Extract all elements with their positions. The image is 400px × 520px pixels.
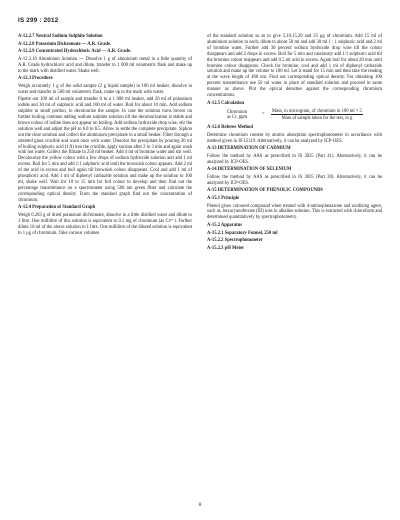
paragraph: Pipette out 100 ml of sample and transfer it to a 1 000 ml beaker, add 20 ml of potassium iodide and 30 ml of sulphuric acid and 100 ml of water. Boil for about 10 min. Add sodium sulphite in small portion, to decolourize the sample. In case the solution turns brown on further boiling continue adding sodium sulphite solution till the decolourization is stable and brown colour of iodine does not appear on boiling. Add sodium hydroxide drop wise, stir the solution well and adjust the pH to 6.0 to 6.5. Allow to settle the complete precipitate. Siphon out the clear solution and collect the aluminium precipitate in a small beaker. Filter through a sintered glass crucible and wash once with water. Dissolve the precipitate by pouring 20 ml of boiling sulphuric acid (1:9) into the crucible, apply suction after 2 to 3 min and again wash with hot water. Collect the filtrate in 250 ml beaker. Add 4 ml of bromine water and stir well. Decolourize the yellow colour with a few drops of sodium hydroxide solution and add 1 ml excess. Boil for 5 min and add 1:1 sulphuric acid until the brownish colour appears. Add 2 ml of the acid in excess and boil again till brownish colour disappears. Cool and add 1 ml of phosphoric acid. Add 1 ml of diphenyl carbazide solution and make up the solution to 100 ml, shake well. Wait for 10 to 15 min for full colour to develop and then find out the percentage transmittance on a spectrometer using 560 nm green filter and calculate the corresponding optical density. From the standard graph find out the concentration of chromium. [18,97,192,203]
section-heading: A-13 DETERMINATION OF CADMIUM [207,146,291,152]
formula-numerator: Mass, in microgram, of chromium in 100 ml × 5 [272,108,362,114]
paragraph: Determine chromium content by atomic absorption spectrophotometer in accordance with method given in IS 15319. Alternatively, it can be analyzed by ICP-OES. [207,132,382,144]
section-heading: A-15.2.2 Spectrophotometer [207,238,263,244]
section-heading: A-15.2 Apparatus [207,222,243,228]
chromium-formula [219,109,382,122]
paragraph: of the standard solution so as to give 5,10,15,20 and 25 μg of chromium. Add 15 ml of aluminium solution to each; dilute to about 50 ml and add 30 ml 1 : 1 sulphuric acid and 2 ml of bromine water. Further add 30 percent sodium hydroxide drop wise till the colour disappears and add 2 drops in excess. Boil for 5 min and cautiously add 1:1 sulphuric acid till the bromine colour reappears and add 0.5 ml acid in excess. Again boil for about 20 min until bromine colour disappears. Check for bromine, cool and add 1 ml of diphenyl carbazide solution and make up the volume to 100 ml. Let it stand for 15 min and then take the reading at the wave length of 460 nm. Find out corresponding optical density. For obtaining 100 percent transmittance use 50 ml water in place of standard solution and proceed in same manner as above. Plot the optical densities against the corresponding chromium concentrations. [207,34,382,99]
standard-number-header: IS 299 : 2012 [18,17,59,24]
paragraph: Weigh 0.283 g of dried potassium dichromate, dissolve in a little distilled water and dilute to 1 litre. One millilitre of this solution is equivalent to 0.1 mg of chromium (as Cr⁶⁺). Further dilute 10 ml of the above solution to 1 litre. One millilitre of the diluted solution is equivalent to 1 μg of chromium. Take various volumes [18,212,192,236]
section-heading: A-12.5 Calculation [207,100,245,106]
section-heading: A-15.2.3 pH Meter [207,245,245,251]
paragraph: Follow the method by AAS as prescribed in IS 3025 (Part 41). Alternatively, it can be analyzed by ICP-OES. [207,153,382,165]
section-heading: A-12.2.8 Potassium Dichromate — A.R. Grade. [18,41,112,47]
section-heading: A-14 DETERMINATION OF SELENIUM [207,167,292,173]
formula-denominator: Mass of sample taken for the test, in g [281,115,353,121]
section-heading: A-15.1 Principle [207,195,240,201]
section-heading: A-12.3 Procedure [18,76,53,82]
right-column-bottom [207,125,382,252]
right-column-top [207,34,382,107]
formula-fraction [271,109,363,122]
right-column [207,34,382,253]
section-heading: A-15 DETERMINATION OF PHENOLIC COMPOUNDS [207,188,324,194]
section-heading: A-12.6 Referee Method [207,125,253,131]
formula-lhs-line2: as Cr, ppm [226,114,248,120]
paragraph: Weigh accurately 1 g of the solid sample (2 g liquid sample) in 100 ml beaker, dissolve in water and transfer in 500 ml volumetric flask, make up to the mark with water. [18,83,192,95]
paragraph: A-12.2.10 Aluminium Solution — Dissolve 1 g of aluminium metal in a little quantity of A.R. Grade hydrochloric acid and dilute, transfer to 1 000 ml volumetric flask and make up to the mark with distilled water. Shake well. [18,56,192,74]
formula-lhs [219,110,255,120]
formula-lhs-line1: Chromium [226,109,248,115]
paragraph: Phenol gives coloured compound when treated with 4-aminophenazone and oxidizing agent, such as, hexacyanoferrate (III) ions in alkaline solution. This is extracted with chloroform and determined quantitatively by spectrophotometry. [207,203,382,221]
left-column [18,34,192,238]
section-heading: A-12.2.9 Concentrated Hydrochloric Acid — A.R. Grade. [18,49,132,55]
section-heading: A-15.2.1 Separatory Funnel, 250 ml [207,230,278,236]
formula-equals: = [261,111,265,117]
page-number: 8 [198,503,202,508]
paragraph: Follow the method by AAS as prescribed in IS 3025 (Part 28). Alternatively, it can be analyzed by ICP-OES. [207,174,382,186]
section-heading: A-12.4 Preparation of Standard Graph [18,205,96,211]
section-heading: A-12.2.7 Neutral Sodium Sulphite Solution [18,34,103,39]
